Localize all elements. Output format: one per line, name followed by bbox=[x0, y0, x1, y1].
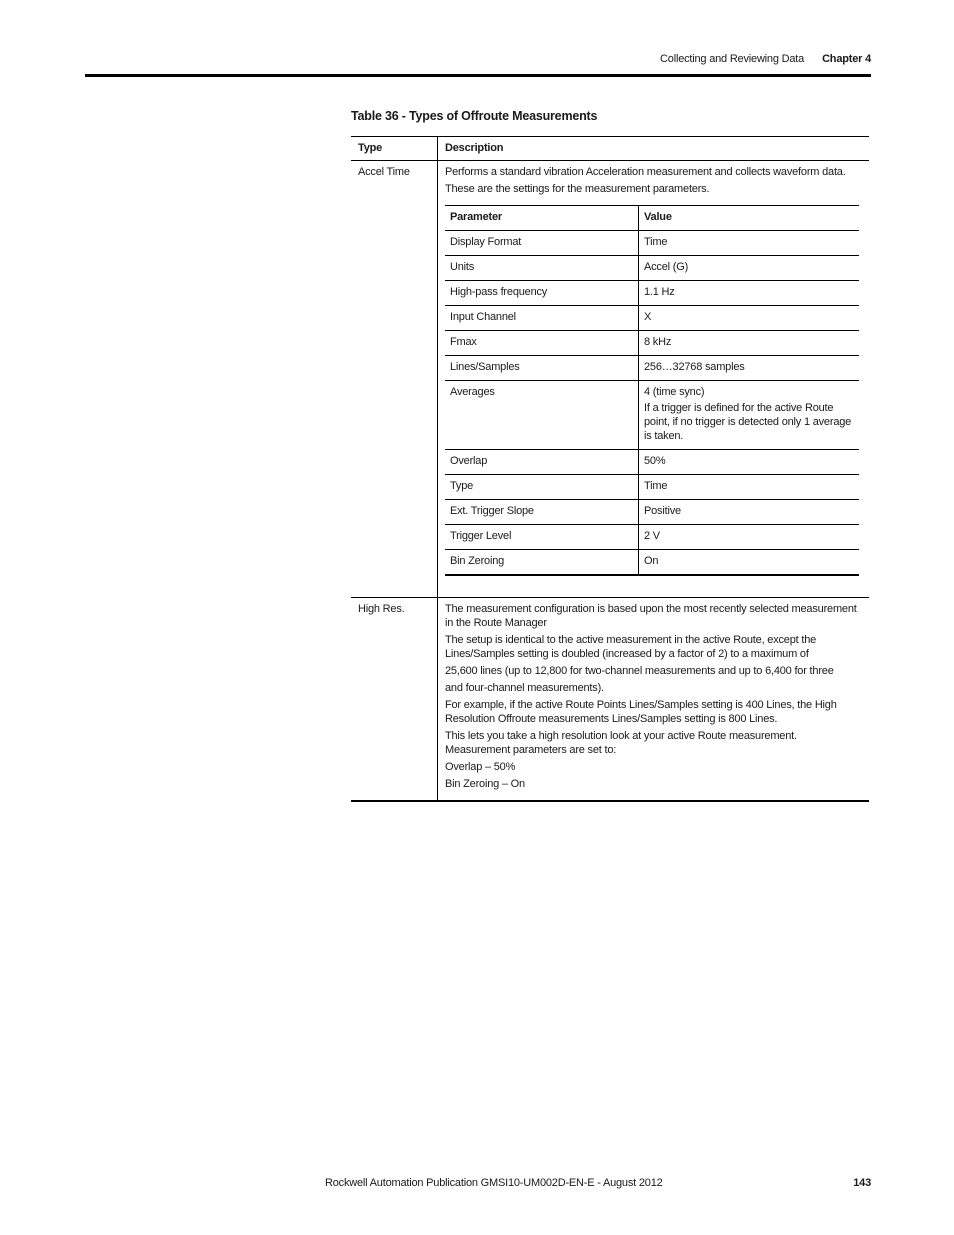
parameter-row bbox=[445, 500, 859, 525]
parameter-value-cell bbox=[639, 256, 860, 281]
parameter-value-cell bbox=[639, 500, 860, 525]
parameter-value-cell bbox=[639, 306, 860, 331]
parameter-row bbox=[445, 231, 859, 256]
parameter-value-cell bbox=[639, 281, 860, 306]
description-cell bbox=[438, 598, 870, 802]
section-title: Collecting and Reviewing Data bbox=[660, 53, 805, 65]
parameter-row bbox=[445, 256, 859, 281]
parameter-value: On bbox=[644, 555, 659, 567]
parameter-row bbox=[445, 475, 859, 500]
chapter-label: Chapter 4 bbox=[822, 53, 871, 65]
parameter-name: Fmax bbox=[445, 331, 639, 356]
parameter-value: 256…32768 samples bbox=[644, 361, 745, 373]
parameter-row bbox=[445, 331, 859, 356]
parameter-value-cell bbox=[639, 475, 860, 500]
parameter-row bbox=[445, 550, 859, 576]
type-cell: Accel Time bbox=[351, 161, 438, 598]
description-paragraph: The measurement configuration is based upon the most recently selected measurement in the Route Manager bbox=[445, 603, 857, 629]
table-header-row bbox=[351, 137, 869, 161]
description-cell bbox=[438, 161, 870, 598]
parameter-value: X bbox=[644, 311, 652, 323]
parameter-value: Time bbox=[644, 236, 668, 248]
parameter-value: 4 (time sync) bbox=[644, 386, 705, 398]
parameter-value-cell bbox=[639, 550, 860, 576]
type-cell: High Res. bbox=[351, 598, 438, 802]
parameter-name: Units bbox=[445, 256, 639, 281]
table-row-accel-time bbox=[351, 161, 869, 598]
parameter-value-cell bbox=[639, 356, 860, 381]
parameter-name: Display Format bbox=[445, 231, 639, 256]
parameter-value: 2 V bbox=[644, 530, 660, 542]
parameter-value: Time bbox=[644, 480, 668, 492]
parameter-name: Ext. Trigger Slope bbox=[445, 500, 639, 525]
parameter-note: If a trigger is defined for the active Route point, if no trigger is detected only 1 average is taken. bbox=[644, 402, 852, 442]
parameter-name: Lines/Samples bbox=[445, 356, 639, 381]
column-header-value: Value bbox=[639, 206, 860, 231]
parameter-row bbox=[445, 306, 859, 331]
parameter-row bbox=[445, 381, 859, 450]
table-row-high-res bbox=[351, 598, 869, 802]
parameter-value-cell bbox=[639, 231, 860, 256]
parameter-value-cell bbox=[639, 331, 860, 356]
description-paragraph: These are the settings for the measurement parameters. bbox=[445, 183, 710, 195]
page-number: 143 bbox=[853, 1177, 871, 1189]
description-paragraph: and four-channel measurements). bbox=[445, 682, 604, 694]
parameter-value: 1.1 Hz bbox=[644, 286, 675, 298]
parameter-name: High-pass frequency bbox=[445, 281, 639, 306]
parameters-header-row bbox=[445, 206, 859, 231]
header-rule bbox=[85, 74, 871, 77]
description-paragraph: 25,600 lines (up to 12,800 for two-channel measurements and up to 6,400 for three bbox=[445, 665, 834, 677]
measurements-table bbox=[351, 136, 869, 802]
parameter-row bbox=[445, 281, 859, 306]
parameter-row bbox=[445, 450, 859, 475]
parameter-name: Overlap bbox=[445, 450, 639, 475]
table-caption: Table 36 - Types of Offroute Measurements bbox=[351, 109, 598, 123]
parameter-value: 50% bbox=[644, 455, 666, 467]
description-paragraph: Performs a standard vibration Acceleration measurement and collects waveform data. bbox=[445, 166, 846, 178]
parameter-value-cell bbox=[639, 525, 860, 550]
parameter-value: Positive bbox=[644, 505, 681, 517]
column-header-parameter: Parameter bbox=[445, 206, 639, 231]
parameter-row bbox=[445, 525, 859, 550]
parameters-table bbox=[445, 205, 859, 576]
description-paragraph: This lets you take a high resolution look at your active Route measurement. Measurement parameters are set to: bbox=[445, 730, 797, 756]
parameter-row bbox=[445, 356, 859, 381]
parameter-value-cell bbox=[639, 381, 860, 450]
parameter-name: Trigger Level bbox=[445, 525, 639, 550]
parameter-name: Averages bbox=[445, 381, 639, 450]
parameter-value: 8 kHz bbox=[644, 336, 672, 348]
description-paragraph: Bin Zeroing – On bbox=[445, 778, 525, 790]
description-paragraph: The setup is identical to the active measurement in the active Route, except the Lines/Samples setting is doubled (increased by a factor of 2) to a maximum of bbox=[445, 634, 817, 660]
running-header bbox=[660, 53, 871, 65]
description-paragraph: Overlap – 50% bbox=[445, 761, 516, 773]
column-header-description: Description bbox=[438, 137, 870, 161]
parameter-name: Type bbox=[445, 475, 639, 500]
column-header-type: Type bbox=[351, 137, 438, 161]
description-paragraph: For example, if the active Route Points Lines/Samples setting is 400 Lines, the High Resolution Offroute measurements Lines/Samples setting is 800 Lines. bbox=[445, 699, 837, 725]
parameter-value-cell bbox=[639, 450, 860, 475]
parameter-name: Bin Zeroing bbox=[445, 550, 639, 576]
parameter-name: Input Channel bbox=[445, 306, 639, 331]
parameter-value: Accel (G) bbox=[644, 261, 689, 273]
publication-info: Rockwell Automation Publication GMSI10-UM002D-EN-E - August 2012 bbox=[325, 1177, 663, 1189]
